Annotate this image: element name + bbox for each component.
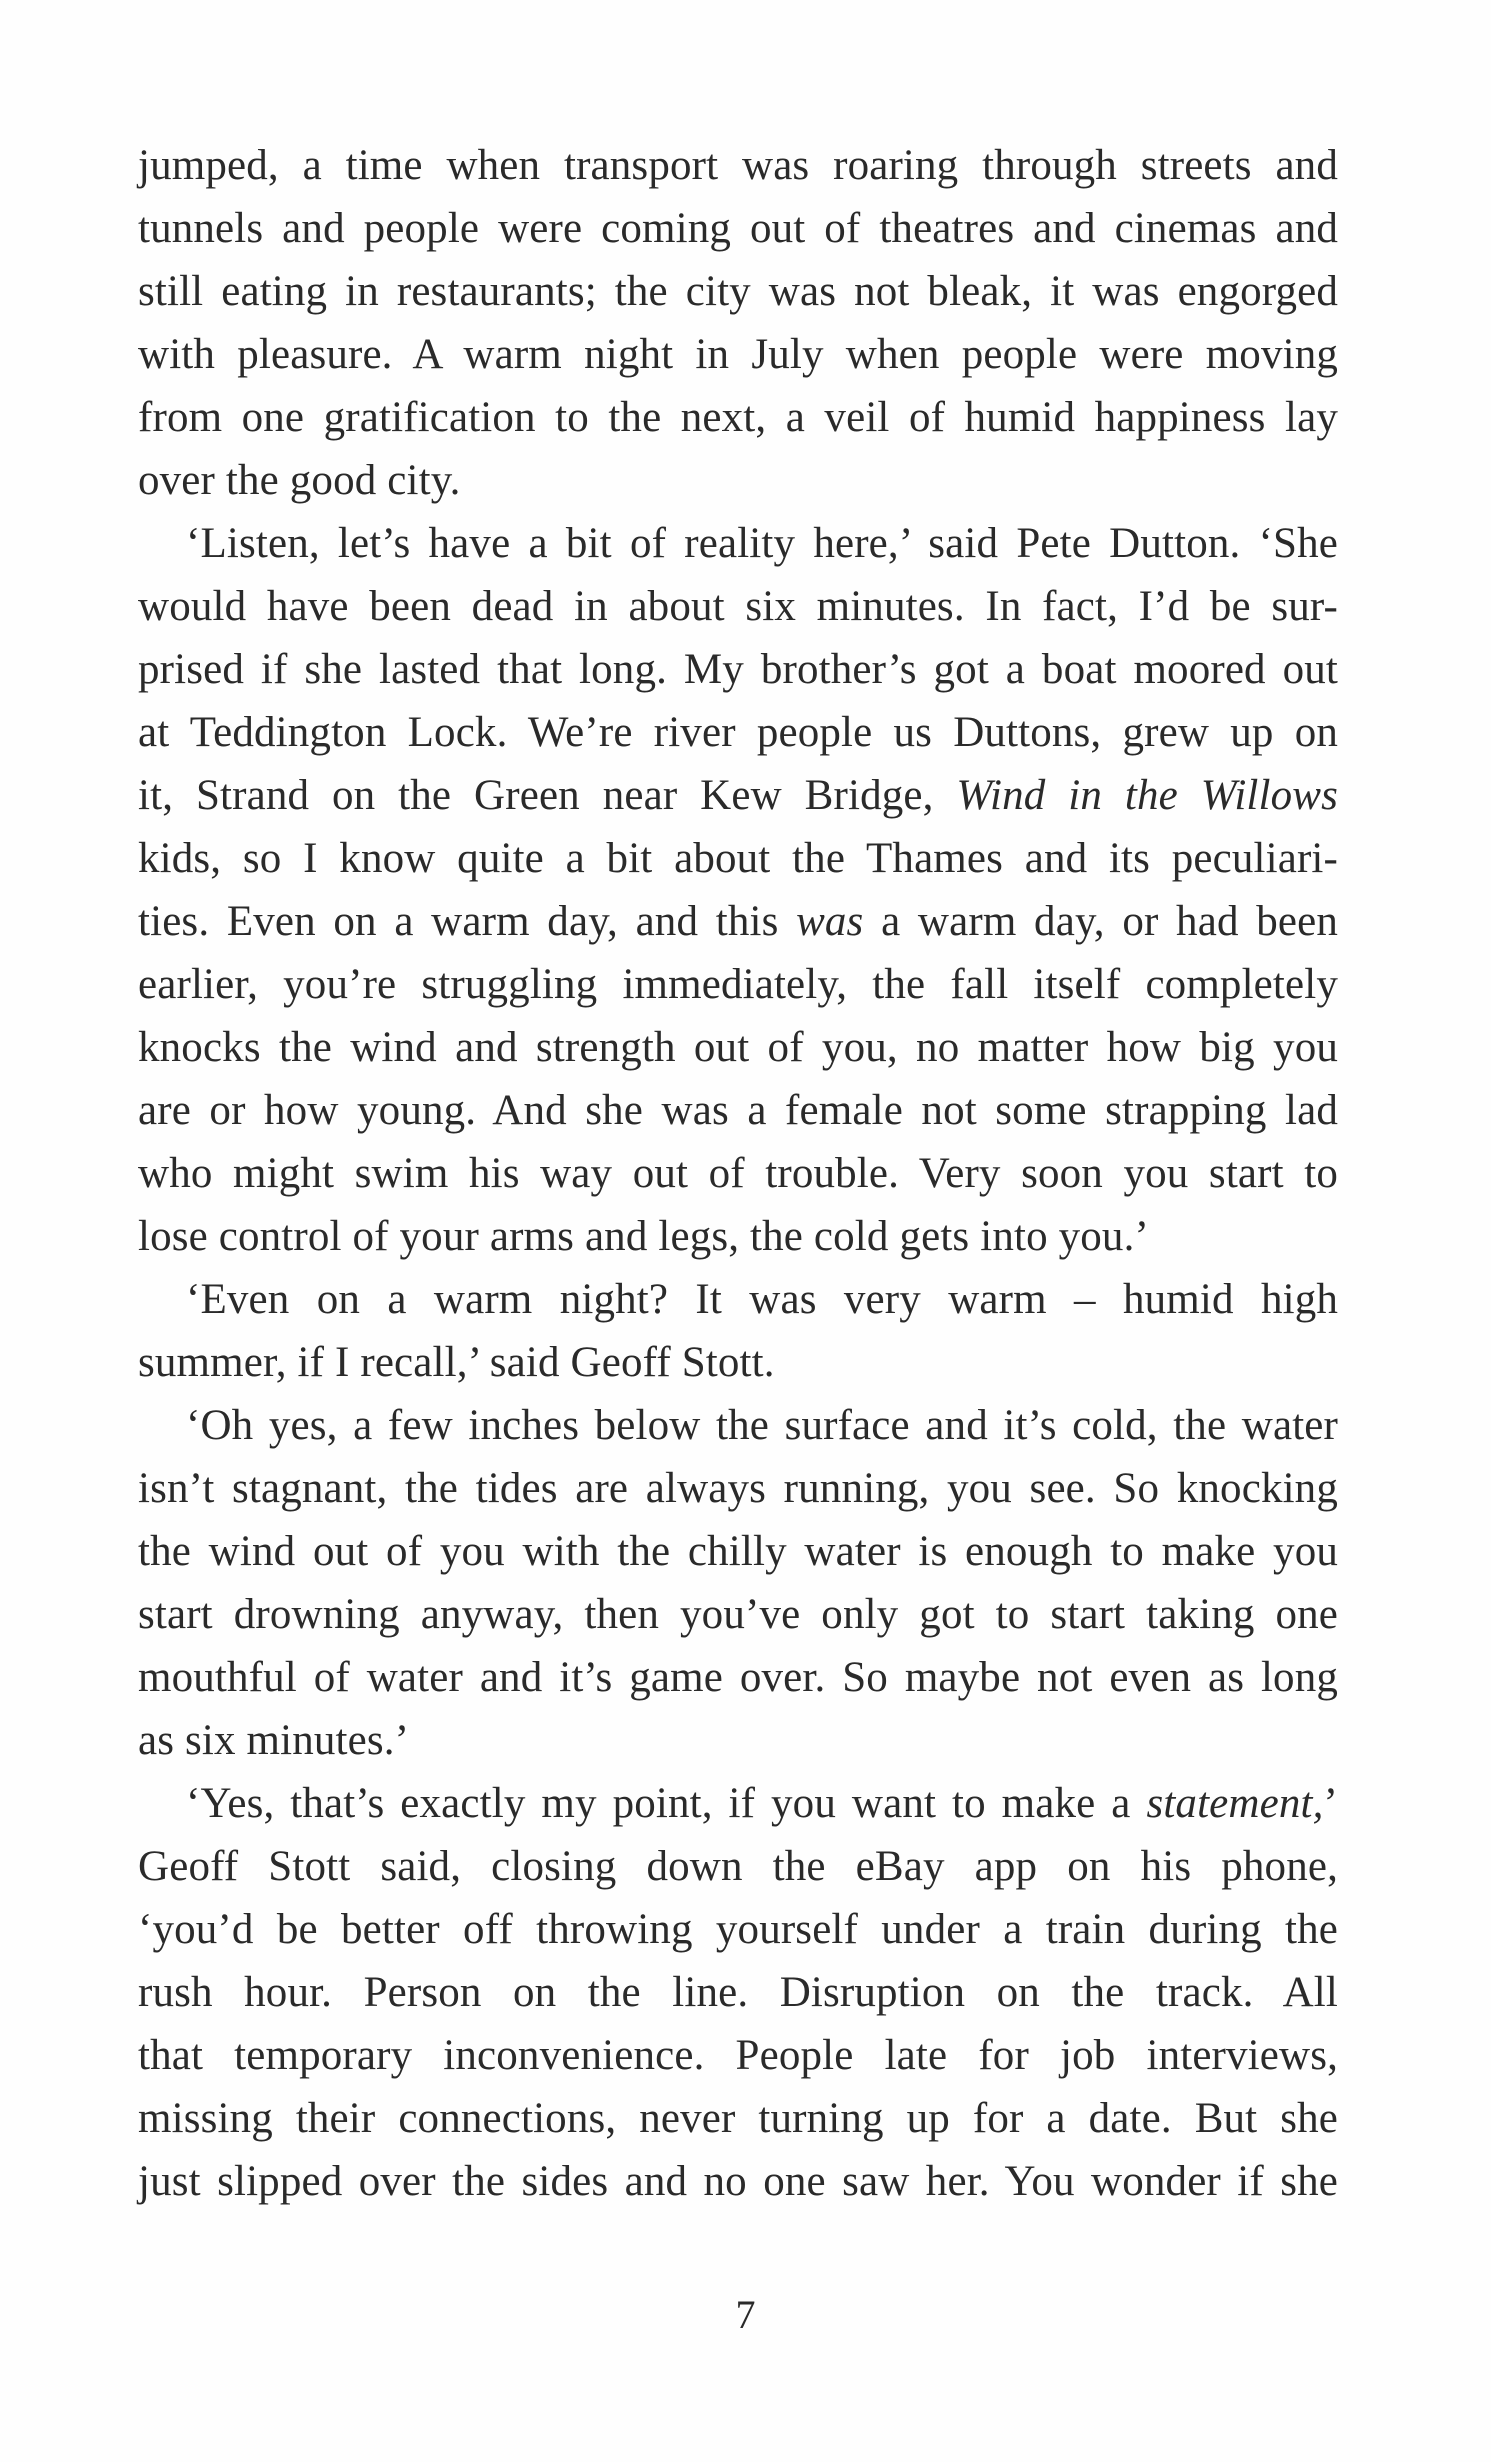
text-run: it, Strand on the Green near Kew Bridge, [138,772,957,819]
text-line: ‘Oh yes, a few inches below the surface and it’s cold, the water [186,1402,1338,1449]
text-line: rush hour. Person on the line. Disruption on the track. All [138,1969,1338,2016]
text-line: Geoff Stott said, closing down the eBay app on his phone, [138,1843,1338,1890]
text-line: mouthful of water and it’s game over. So maybe not even as long [138,1654,1338,1701]
text-line: missing their connections, never turning up for a date. But she [138,2095,1338,2142]
page-number: 7 [735,2292,756,2337]
text-line: ‘you’d be better off throwing yourself under a train during the [138,1906,1338,1953]
text-line: who might swim his way out of trouble. Very soon you start to [138,1150,1338,1197]
text-line: that temporary inconvenience. People late for job interviews, [138,2032,1338,2079]
text-line: over the good city. [138,457,461,504]
text-line: from one gratification to the next, a veil of humid happiness lay [138,394,1338,441]
text-run: ‘Yes, that’s exactly my point, if you want to make a [186,1780,1147,1827]
text-line: ‘Listen, let’s have a bit of reality here,’ said Pete Dutton. ‘She [186,520,1338,567]
text-line: start drowning anyway, then you’ve only got to start taking one [138,1591,1338,1638]
text-line: ‘Even on a warm night? It was very warm – humid high [186,1276,1338,1323]
text-line: tunnels and people were coming out of theatres and cinemas and [138,205,1338,252]
text-line [138,890,1338,953]
text-line: isn’t stagnant, the tides are always running, you see. So knocking [138,1465,1338,1512]
text-line: knocks the wind and strength out of you, no matter how big you [138,1024,1338,1071]
text-line: kids, so I know quite a bit about the Thames and its peculiari- [138,835,1338,882]
text-line: at Teddington Lock. We’re river people us Duttons, grew up on [138,709,1338,756]
text-line: as six minutes.’ [138,1717,410,1764]
italic-run: was [796,898,864,945]
text-line: would have been dead in about six minutes. In fact, I’d be sur- [138,583,1338,630]
text-line [138,764,1338,827]
text-line: are or how young. And she was a female not some strapping lad [138,1087,1338,1134]
text-run: a warm day, or had been [863,898,1338,945]
text-line: the wind out of you with the chilly water is enough to make you [138,1528,1338,1575]
text-line: jumped, a time when transport was roaring through streets and [138,142,1338,189]
text-line: summer, if I recall,’ said Geoff Stott. [138,1339,775,1386]
text-line: earlier, you’re struggling immediately, the fall itself completely [138,961,1338,1008]
text-line: prised if she lasted that long. My brother’s got a boat moored out [138,646,1338,693]
text-run: ’ [1323,1780,1338,1827]
text-line: with pleasure. A warm night in July when people were moving [138,331,1338,378]
text-line [138,1772,1338,1835]
body-text [138,134,1338,2213]
text-line: still eating in restaurants; the city was not bleak, it was engorged [138,268,1338,315]
text-run: ties. Even on a warm day, and this [138,898,797,945]
text-line: just slipped over the sides and no one saw her. You wonder if she [138,2158,1338,2205]
text-line: lose control of your arms and legs, the cold gets into you.’ [138,1213,1149,1260]
italic-run: Wind in the Willows [956,772,1338,819]
italic-run: statement, [1146,1780,1324,1827]
